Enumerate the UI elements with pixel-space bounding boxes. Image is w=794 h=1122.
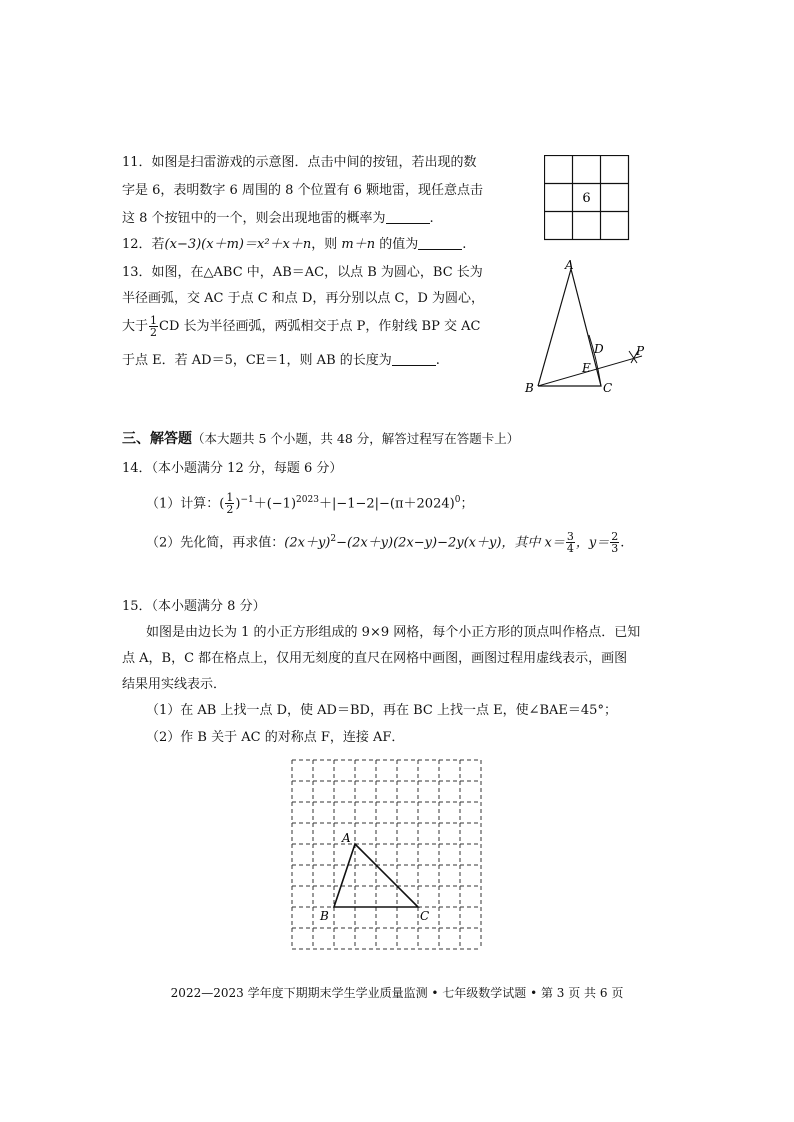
q11-line2: 字是 6，表明数字 6 周围的 8 个位置有 6 颗地雷，现任意点击 (122, 183, 484, 198)
q12-line (122, 234, 466, 256)
q11-line3-text: 这 8 个按钮中的一个，则会出现地雷的概率为 (122, 211, 386, 226)
q11-line1: 11．如图是扫雷游戏的示意图．点击中间的按钮，若出现的数 (122, 155, 477, 170)
q14-p2-mid: ，y＝ (575, 535, 610, 551)
q12-target: m＋n (341, 237, 376, 252)
q13-line3 (122, 312, 480, 342)
q13-end: . (435, 353, 440, 368)
fraction-x (566, 531, 575, 554)
q14-p2-label: （2）先化简，再求值： (146, 535, 285, 551)
q12-end: . (462, 237, 467, 252)
q13-line4 (122, 350, 440, 372)
q12-prefix: 12．若 (122, 237, 165, 252)
q11-line3 (122, 208, 434, 230)
q14-p1-label: （1）计算： (146, 496, 220, 512)
q12-mid: ，则 (311, 237, 342, 252)
minesweeper-grid (544, 155, 630, 241)
answer-blank (418, 235, 462, 250)
page-footer: 2022—2023 学年度下期期末学生学业质量监测 • 七年级数学试题 • 第 3 页 共 6 页 (170, 986, 624, 1000)
label-P: P (636, 344, 645, 358)
grid-figure (288, 756, 488, 956)
exponent: −1 (240, 495, 254, 505)
exponent: 2 (330, 534, 337, 544)
q15-para2: 点 A，B，C 都在格点上，仅用无刻度的直尺在网格中画图，画图过程用虚线表示，画图 (122, 651, 628, 666)
section-note: （本大题共 5 个小题，共 48 分，解答过程写在答题卡上） (192, 431, 520, 446)
label-B: B (320, 909, 329, 923)
q15-head: 15．（本小题满分 8 分） (122, 599, 266, 614)
fraction-half (225, 492, 234, 515)
triangle-figure (515, 255, 655, 400)
q12-suffix: 的值为 (375, 237, 419, 252)
section-heading (122, 428, 519, 450)
q14-p2-expr2: −(2x＋y)(2x−y)−2y(x＋y)，其中 x＝ (336, 535, 565, 551)
answer-blank (392, 351, 436, 366)
q13-line2: 半径画弧，交 AC 于点 C 和点 D，再分别以点 C，D 为圆心， (122, 291, 485, 306)
frac-numerator: 2 (611, 530, 619, 544)
q13-line3-post: CD 长为半径画弧，两弧相交于点 P，作射线 BP 交 AC (159, 319, 481, 334)
q13-line1: 13．如图，在△ABC 中，AB＝AC，以点 B 为圆心，BC 长为 (122, 265, 483, 280)
q12-equation: (x−3)(x＋m)＝x²＋x＋n (164, 237, 312, 252)
frac-denominator: 3 (611, 542, 619, 556)
q14-p2-end: . (620, 535, 625, 551)
q14-part2 (146, 522, 624, 556)
section-title: 三、解答题 (122, 431, 192, 447)
q14-p1-end: ； (460, 496, 474, 512)
answer-blank (386, 209, 430, 224)
exponent: 0 (454, 495, 461, 505)
q15-part2: （2）作 B 关于 AC 的对称点 F，连接 AF． (146, 730, 405, 745)
fraction-half (149, 315, 158, 338)
label-B: B (525, 381, 534, 395)
q14-p1-rest: ＋(−1) (253, 496, 297, 512)
q13-line4-text: 于点 E．若 AD＝5，CE＝1，则 AB 的长度为 (122, 353, 392, 368)
fraction-y (610, 531, 619, 554)
frac-denominator: 2 (150, 326, 158, 339)
frac-denominator: 2 (226, 503, 234, 517)
label-C: C (420, 909, 430, 923)
q13-line3-pre: 大于 (122, 319, 149, 334)
frac-numerator: 1 (226, 491, 234, 505)
label-C: C (603, 381, 613, 395)
label-A: A (342, 831, 351, 845)
q15-para1: 如图是由边长为 1 的小正方形组成的 9×9 网格，每个小正方形的顶点叫作格点．已知 (146, 625, 641, 640)
q14-p2-expr: (2x＋y) (284, 535, 331, 551)
q14-p1-rest2: ＋|−1−2|−(π＋2024) (318, 496, 455, 512)
q15-part1: （1）在 AB 上找一点 D，使 AD＝BD，再在 BC 上找一点 E，使∠BAE＝45°； (146, 703, 617, 718)
q14-head: 14．（本小题满分 12 分，每题 6 分） (122, 461, 343, 476)
grid-center-number: 6 (582, 191, 591, 206)
q15-para3: 结果用实线表示． (122, 677, 227, 692)
label-D: D (594, 342, 604, 356)
label-E: E (582, 361, 591, 375)
exponent: 2023 (296, 495, 319, 505)
q14-part1: （1）计算：( $\frac{1}{2}$ )$^{-1}+(-1)^{2023}+|-1-2|-(\pi+2024)^0$； (146, 491, 474, 517)
label-A: A (565, 258, 574, 272)
frac-denominator: 4 (566, 542, 574, 556)
frac-numerator: 1 (150, 314, 158, 327)
frac-numerator: 3 (566, 530, 574, 544)
q11-end: . (429, 211, 434, 226)
